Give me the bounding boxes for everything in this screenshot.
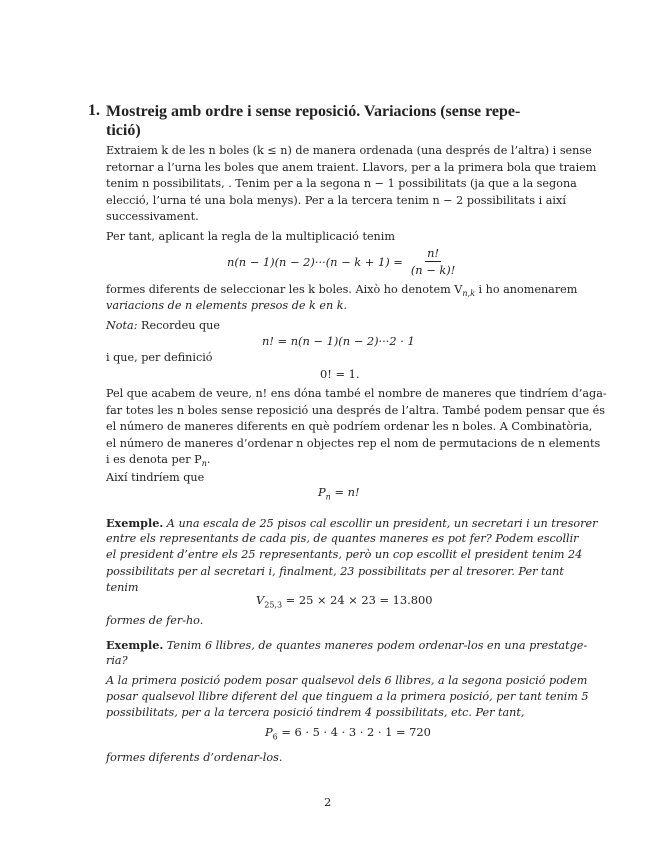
paragraph-5-text: i es denota per P <box>106 453 202 466</box>
paragraph-1-line: tenim n possibilitats, . Tenim per a la segona n − 1 possibilitats (ja que a la segona <box>106 177 577 190</box>
equation-lhs: P <box>318 485 326 499</box>
example-2-line1 <box>106 637 587 655</box>
paragraph-2: Per tant, aplicant la regla de la multiplicació tenim <box>106 230 395 243</box>
paragraph-5-line: far totes les n boles sense reposició una després de l’altra. També podem pensar que és <box>106 404 606 417</box>
note-label: Nota: <box>106 319 138 332</box>
note <box>106 318 220 335</box>
paragraph-5-line: el número de maneres diferents en què podríem ordenar les n boles. A Combinatòria, <box>106 420 593 433</box>
equation-subscript: 25,3 <box>264 600 283 610</box>
example-label: Exemple. <box>106 516 164 530</box>
section-title-line2: tició) <box>106 122 141 139</box>
equation-example-1 <box>256 593 433 609</box>
paragraph-1-line: elecció, l’urna té una bola menys). Per a la tercera tenim n − 2 possibilitats i així <box>106 194 566 207</box>
paragraph-3-subscript: n,k <box>462 289 475 299</box>
example-1-line1 <box>106 515 597 533</box>
equation-lhs: V <box>256 593 265 607</box>
equation-lhs: n(n − 1)(n − 2)···(n − k + 1) = <box>227 254 403 269</box>
equation-factorial: n! = n(n − 1)(n − 2)···2 · 1 <box>262 334 415 348</box>
example-2-line: A la primera posició podem posar qualsevol dels 6 llibres, a la segona posició podem <box>106 674 588 687</box>
example-label: Exemple. <box>106 638 164 652</box>
equation-subscript: 6 <box>272 732 278 742</box>
example-2-line: posar qualsevol llibre diferent del que tinguem a la primera posició, per tant tenim 5 <box>106 690 589 703</box>
section-number: 1. <box>88 102 100 119</box>
note-text: Recordeu que <box>137 319 220 332</box>
paragraph-1-line: retornar a l’urna les boles que anem traient. Llavors, per a la primera bola que traiem <box>106 161 597 174</box>
example-1-line: tenim <box>106 581 139 594</box>
example-2-line: possibilitats, per a la tercera posició tindrem 4 possibilitats, etc. Per tant, <box>106 706 525 719</box>
page-number: 2 <box>324 795 332 809</box>
example-1-line: el president d’entre els 25 representants, però un cop escollit el president tenim 24 <box>106 548 583 561</box>
equation-variations <box>227 246 457 277</box>
example-2-line2: ria? <box>106 654 128 667</box>
equation-subscript: n <box>325 492 331 502</box>
example-1-line: entre els representants de cada pis, de quantes maneres es pot fer? Podem escollir <box>106 532 579 545</box>
example-2-tail: formes diferents d’ordenar-los. <box>106 751 283 764</box>
paragraph-1-line: successivament. <box>106 210 199 223</box>
paragraph-5-end: . <box>206 453 211 466</box>
paragraph-3-text: formes diferents de seleccionar les k boles. Això ho denotem V <box>106 283 463 296</box>
paragraph-5-subscript: n <box>201 459 207 469</box>
fraction-numerator: n! <box>427 246 440 260</box>
example-1-tail: formes de fer-ho. <box>106 614 204 627</box>
equation-example-2 <box>265 725 431 741</box>
paragraph-3-text-end: i ho anomenarem <box>474 283 578 296</box>
paragraph-3-line2: variacions de n elements presos de k en k. <box>106 299 348 312</box>
equation-lhs: P <box>265 725 273 739</box>
equation-rhs: = 6 · 5 · 4 · 3 · 2 · 1 = 720 <box>277 725 431 739</box>
paragraph-4: i que, per definició <box>106 351 213 364</box>
section-title-line1: Mostreig amb ordre i sense reposició. Variacions (sense repe- <box>106 103 521 120</box>
example-1-line: possibilitats per al secretari i, finalment, 23 possibilitats per al tresorer. Per tant <box>106 565 564 578</box>
example-text: A una escala de 25 pisos cal escollir un president, un secretari i un tresorer <box>163 517 598 530</box>
paragraph-5-line: el número de maneres d’ordenar n objectes rep el nom de permutacions de n elements <box>106 437 601 450</box>
example-text: Tenim 6 llibres, de quantes maneres podem ordenar-los en una prestatge- <box>163 639 588 652</box>
equation-zero-factorial: 0! = 1. <box>320 367 360 381</box>
equation-permutations <box>318 485 360 501</box>
paragraph-6: Així tindríem que <box>106 471 205 484</box>
equation-rhs: = n! <box>330 485 360 499</box>
equation-fraction <box>409 246 458 277</box>
equation-rhs: = 25 × 24 × 23 = 13.800 <box>282 593 433 607</box>
paragraph-1-line: Extraiem k de les n boles (k ≤ n) de manera ordenada (una després de l’altra) i sense <box>106 144 592 157</box>
fraction-denominator: (n − k)! <box>410 263 456 277</box>
paragraph-5-line: Pel que acabem de veure, n! ens dóna també el nombre de maneres que tindríem d’aga- <box>106 387 607 400</box>
